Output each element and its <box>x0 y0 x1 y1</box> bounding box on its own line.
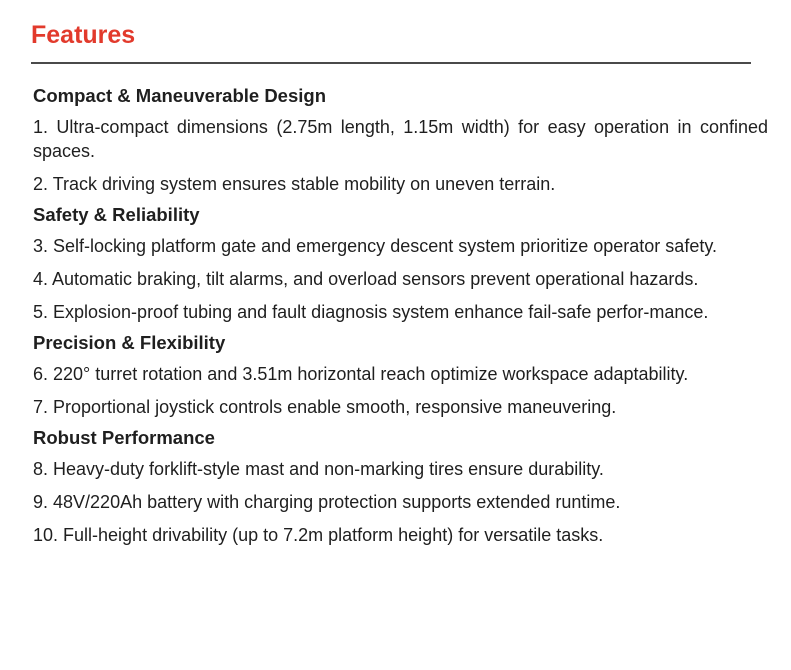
features-content <box>33 84 768 547</box>
title-divider <box>31 62 751 64</box>
feature-item: 4. Automatic braking, tilt alarms, and overload sensors prevent operational hazards. <box>33 269 699 289</box>
feature-section-performance <box>33 426 768 547</box>
feature-section-safety <box>33 203 768 324</box>
feature-item: 2. Track driving system ensures stable mobility on uneven terrain. <box>33 174 556 194</box>
feature-item: 8. Heavy-duty forklift-style mast and non-marking tires ensure durability. <box>33 459 604 479</box>
feature-item: 7. Proportional joystick controls enable smooth, responsive maneuvering. <box>33 397 617 417</box>
feature-item: 6. 220° turret rotation and 3.51m horizontal reach optimize workspace adaptability. <box>33 364 689 384</box>
feature-item: 3. Self-locking platform gate and emergency descent system prioritize operator safety. <box>33 236 717 256</box>
feature-section-compact-design <box>33 84 768 196</box>
section-heading: Safety & Reliability <box>33 204 200 225</box>
feature-item: 1. Ultra-compact dimensions (2.75m length, 1.15m width) for easy operation in confined spaces. <box>33 117 768 161</box>
feature-item: 5. Explosion-proof tubing and fault diagnosis system enhance fail-safe perfor-mance. <box>33 302 709 322</box>
feature-section-precision <box>33 331 768 419</box>
section-heading: Robust Performance <box>33 427 215 448</box>
feature-item: 10. Full-height drivability (up to 7.2m platform height) for versatile tasks. <box>33 525 604 545</box>
feature-item: 9. 48V/220Ah battery with charging protection supports extended runtime. <box>33 492 621 512</box>
section-heading: Precision & Flexibility <box>33 332 226 353</box>
section-heading: Compact & Maneuverable Design <box>33 85 326 106</box>
page-title: Features <box>31 21 136 49</box>
